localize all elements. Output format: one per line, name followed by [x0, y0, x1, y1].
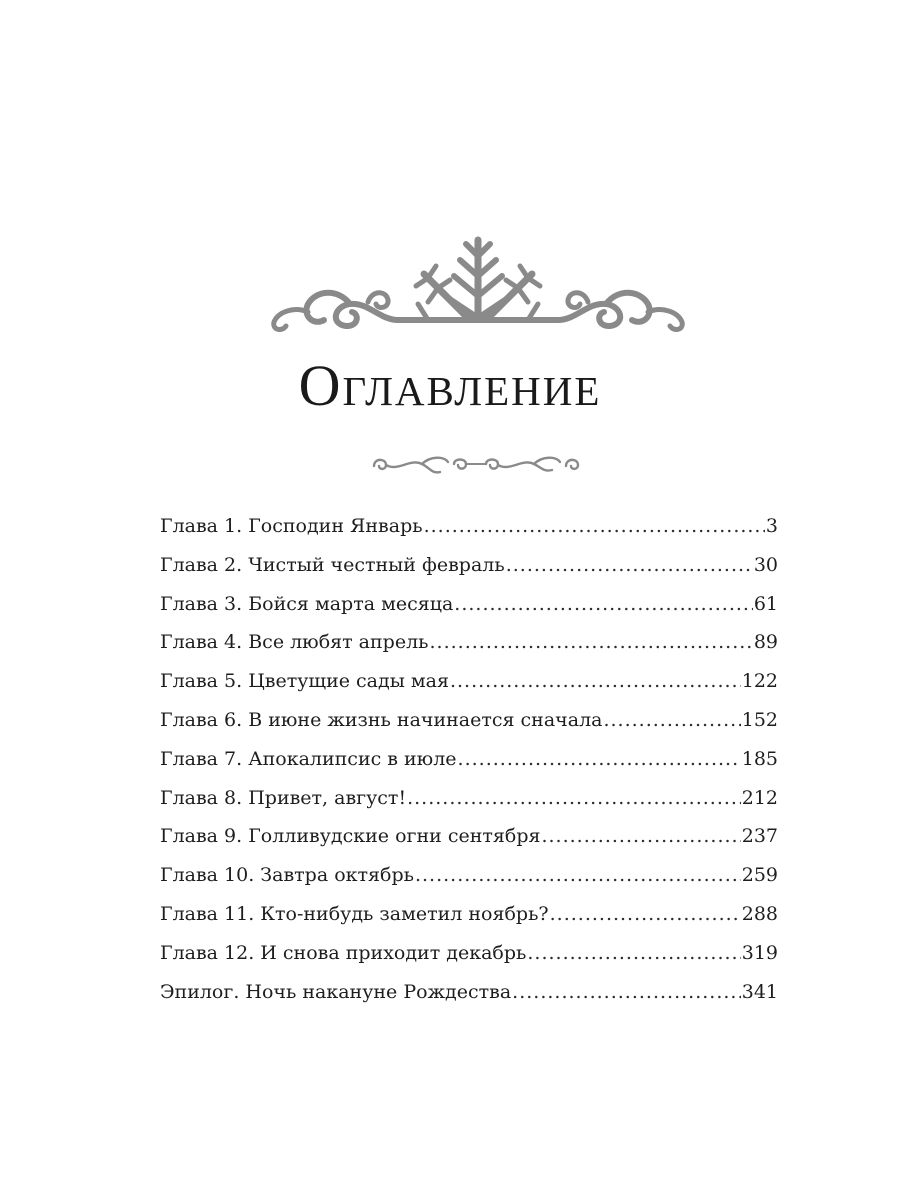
toc-entry-page: 237 — [741, 825, 778, 848]
toc-entry-title: Глава 8. Привет, август! — [160, 786, 407, 809]
dot-leader — [506, 554, 753, 576]
toc-entry-page: 185 — [741, 747, 778, 770]
swirl-flourish-icon — [370, 452, 582, 476]
toc-entry-title: Глава 9. Голливудские огни сентября — [160, 825, 541, 848]
dot-leader — [424, 515, 765, 537]
toc-entry[interactable] — [160, 515, 778, 554]
toc-entry-title: Глава 12. И снова приходит декабрь — [160, 941, 527, 964]
toc-entry-title: Глава 2. Чистый честный февраль — [160, 553, 505, 576]
toc-entry[interactable] — [160, 670, 778, 709]
toc-entry[interactable] — [160, 981, 778, 1020]
toc-entry-page: 89 — [753, 631, 778, 654]
toc-entry[interactable] — [160, 942, 778, 981]
toc-entry[interactable] — [160, 864, 778, 903]
dot-leader — [430, 631, 753, 653]
toc-entry[interactable] — [160, 825, 778, 864]
dot-leader — [550, 903, 741, 925]
toc-entry[interactable] — [160, 554, 778, 593]
toc-entry-page: 61 — [753, 592, 778, 615]
toc-entry-page: 152 — [741, 708, 778, 731]
toc-entry-page: 122 — [741, 670, 778, 693]
toc-entry-page: 288 — [741, 902, 778, 925]
dot-leader — [512, 981, 741, 1003]
snowflake-flourish-icon — [268, 232, 688, 332]
dot-leader — [541, 825, 740, 847]
toc-entry-title: Глава 7. Апокалипсис в июле — [160, 747, 457, 770]
toc-entry-title: Эпилог. Ночь накануне Рождества — [160, 980, 512, 1003]
toc-entry-page: 319 — [741, 941, 778, 964]
page-title: Оглавление — [298, 353, 602, 418]
toc-entry-page: 212 — [741, 786, 778, 809]
toc-entry-title: Глава 10. Завтра октябрь — [160, 864, 414, 887]
toc-entry-title: Глава 11. Кто-нибудь заметил ноябрь? — [160, 902, 549, 925]
toc-entry-page: 30 — [753, 553, 778, 576]
dot-leader — [458, 748, 741, 770]
toc-entry[interactable] — [160, 903, 778, 942]
toc-entry[interactable] — [160, 631, 778, 670]
toc-entry-title: Глава 1. Господин Январь — [160, 515, 423, 537]
toc-entry[interactable] — [160, 593, 778, 632]
toc-entry-page: 259 — [741, 864, 778, 887]
dot-leader — [450, 670, 741, 692]
toc-entry-title: Глава 4. Все любят апрель — [160, 631, 429, 654]
dot-leader — [527, 942, 740, 964]
toc-entry-page: 341 — [741, 980, 778, 1003]
table-of-contents — [160, 515, 778, 1019]
toc-entry[interactable] — [160, 748, 778, 787]
dot-leader — [415, 864, 741, 886]
toc-entry[interactable] — [160, 787, 778, 826]
toc-entry-title: Глава 3. Бойся марта месяца — [160, 592, 454, 615]
dot-leader — [407, 787, 741, 809]
toc-entry-title: Глава 5. Цветущие сады мая — [160, 670, 449, 693]
toc-entry-page: 3 — [765, 515, 778, 537]
toc-entry-title: Глава 6. В июне жизнь начинается сначала — [160, 708, 603, 731]
dot-leader — [603, 709, 740, 731]
dot-leader — [454, 593, 753, 615]
toc-entry[interactable] — [160, 709, 778, 748]
